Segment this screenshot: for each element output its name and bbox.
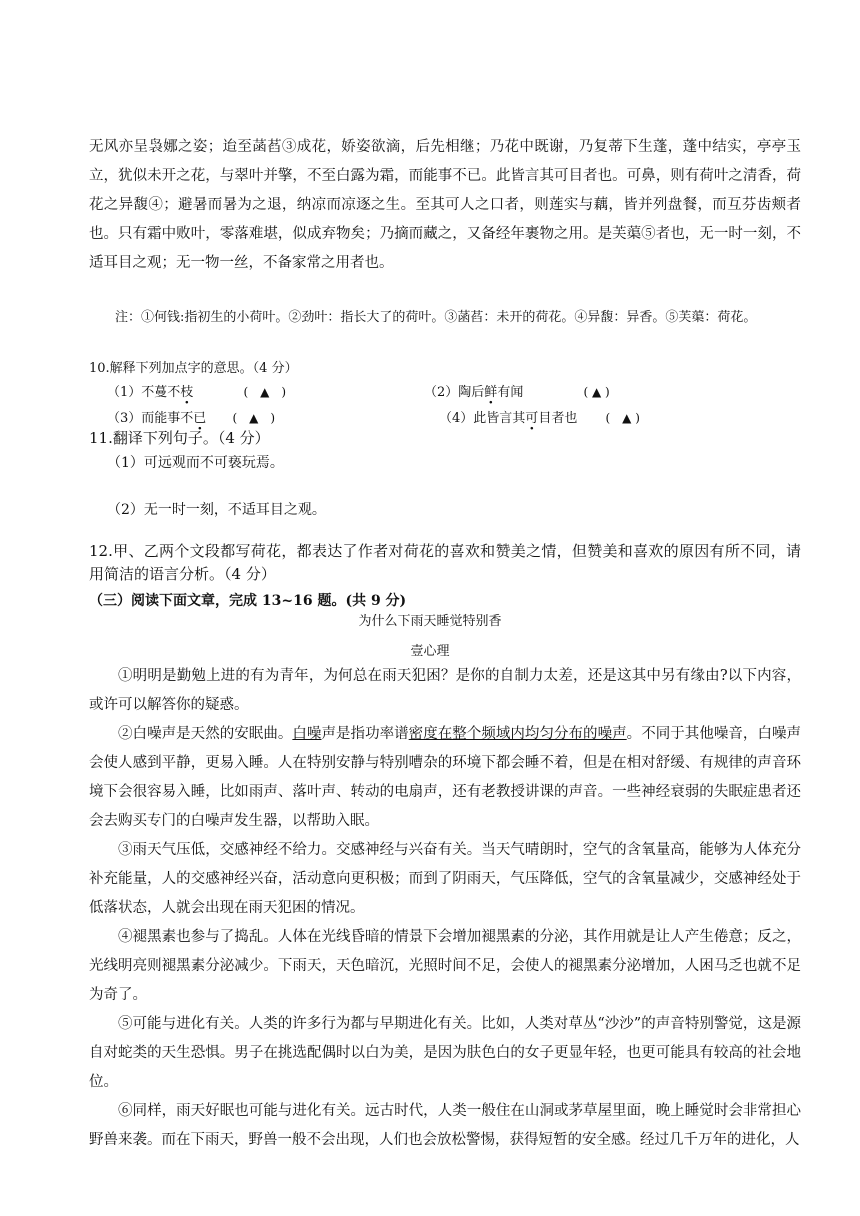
answer-blank[interactable]: ( ▲ ): [583, 385, 610, 399]
q11-sentence-2: （2）无一时一刻，不适耳目之观。: [107, 502, 326, 518]
article-paragraph-2: [89, 720, 801, 836]
q10-item-2: [424, 381, 610, 400]
item-text: 此皆言其: [473, 411, 526, 426]
classical-text-paragraph: 无风亦呈袅娜之姿；迨至菡萏③成花，娇姿欲滴，后先相继；乃花中既谢，乃复蒂下生蓬，蓬中结实，亭亭玉立，犹似未开之花，与翠叶并擎，不至白露为霜，而能事不已。此皆言其可目者也。可鼻，则有荷叶之清香，荷花之异馥④；避暑而暑为之退，纳凉而凉逐之生。至其可人之口者，则莲实与藕，皆并列盘餐，而互芬齿颊者也。只有霜中败叶，零落难堪，似成弃物矣；乃摘而藏之，又备经年裹物之用。是芙蕖⑤者也，无一时一刻，不适耳目之观；无一物一丝，不备家常之用者也。: [89, 139, 801, 271]
question-11: [89, 427, 326, 518]
underlined-text: 密度在整个频域内均匀分布的噪声: [408, 726, 627, 742]
article-author: 壹心理: [410, 644, 450, 659]
article-paragraph-1: ①明明是勤勉上进的有为青年，为何总在雨天犯困？是你的自制力太差，还是这其中另有缘由?以下内容，或许可以解答你的疑惑。: [89, 668, 801, 713]
text-span: ②白噪声是天然的安眠曲。: [118, 726, 293, 742]
item-text: 而能事不: [141, 411, 194, 426]
q10-item-4: [439, 407, 640, 426]
article-body: [89, 662, 801, 1155]
item-num: （1）: [107, 385, 142, 400]
dotted-char: 可: [525, 411, 539, 426]
question-12: 12.甲、乙两个文段都写荷花，都表达了作者对荷花的喜欢和赞美之情，但赞美和喜欢的原因有所不同，请用简洁的语言分析。（4 分）: [89, 542, 801, 583]
dotted-char: 枝: [180, 385, 194, 400]
item-num: （3）: [107, 411, 142, 426]
item-text: 不蔓不: [141, 385, 181, 400]
question-10-stem: 10.解释下列加点字的意思。（4 分）: [89, 361, 298, 376]
answer-blank[interactable]: ( ▲ ): [232, 411, 276, 425]
q10-item-3: [107, 407, 275, 426]
article-paragraph-6: ⑥同样，雨天好眠也可能与进化有关。远古时代，人类一般住在山洞或茅草屋里面，晚上睡觉时会非常担心野兽来袭。而在下雨天，野兽一般不会出现，人们也会放松警惕，获得短暂的安全感。经过几千万年的进化，人: [89, 1103, 801, 1148]
dotted-char: 已: [193, 411, 207, 426]
answer-blank[interactable]: ( ▲ ): [605, 411, 640, 425]
text-span: 声是指功率谱: [321, 726, 409, 742]
article-paragraph-3: ③雨天气压低，交感神经不给力。交感神经与兴奋有关。当天气晴朗时，空气的含氧量高，能够为人体充分补充能量，人的交感神经兴奋，活动意向更积极；而到了阴雨天，气压降低，空气的含氧量减少，交感神经处于低落状态，人就会出现在雨天犯困的情况。: [89, 842, 801, 916]
q11-sentence-1: （1）可远观而不可亵玩焉。: [107, 455, 284, 471]
underlined-text: 白噪: [292, 726, 322, 742]
item-num: （4）: [439, 411, 474, 426]
item-text: 有闻: [497, 385, 524, 400]
annotation-note: 注：①何钱:指初生的小荷叶。②劲叶：指长大了的荷叶。③菡萏：未开的荷花。④异馥：异香。⑤芙蕖：荷花。: [115, 310, 757, 325]
q10-item-1: [107, 381, 707, 400]
item-num: （2）: [424, 385, 459, 400]
question-10: [89, 357, 640, 426]
article-title: 为什么下雨天睡觉特别香: [358, 614, 502, 629]
article-paragraph-4: ④褪黑素也参与了捣乱。人体在光线昏暗的情景下会增加褪黑素的分泌，其作用就是让人产生倦意；反之，光线明亮则褪黑素分泌减少。下雨天，天色暗沉，光照时间不足，会使人的褪黑素分泌增加，人困马乏也就不足为奇了。: [89, 929, 801, 1003]
answer-blank[interactable]: ( ▲ ): [243, 385, 287, 399]
article-paragraph-5: ⑤可能与进化有关。人类的许多行为都与早期进化有关。比如，人类对草丛“沙沙”的声音特别警觉，这是源自对蛇类的天生恐惧。男子在挑选配偶时以白为美，是因为肤色白的女子更显年轻，也更可能具有较高的社会地位。: [89, 1016, 801, 1090]
item-text: 陶后: [458, 385, 485, 400]
item-text: 目者也: [538, 411, 578, 426]
question-11-stem: 11.翻译下列句子。（4 分）: [89, 429, 270, 447]
section-3-heading: （三）阅读下面文章，完成 13~16 题。(共 9 分): [89, 593, 407, 609]
text-span: 。不同于其他噪音，白噪声会使人感到平静，更易入睡。人在特别安静与特别嘈杂的环境下都会睡不着，但是在相对舒缓、有规律的声音环境下会很容易入睡，比如雨声、落叶声、转动的电扇声，还有老教授讲课的声音。一些神经衰弱的失眠症患者还会去购买专门的白噪声发生器，以帮助入眠。: [89, 726, 802, 829]
dotted-char: 鲜: [484, 385, 498, 400]
